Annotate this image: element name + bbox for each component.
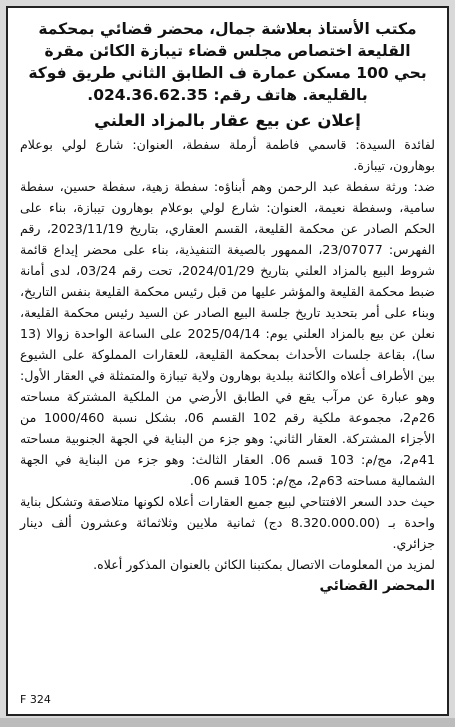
header-line: بالقليعة. هاتف رقم: 024.36.62.35. [87, 86, 368, 104]
paragraph-details: ضد: ورثة سفطة عبد الرحمن وهم أبناؤه: سفطة زهية، سفطة حسين، سفطة سامية، وسفطة نعيمة، العنوان: شارع لولي بوعلام بوهارون تيبازة، بناء على الحكم الصادر عن محكمة القليعة، القسم العقاري، بتاريخ 2023/11/19، رقم الفهرس: 23/07077، الممهور بالصيغة التنفيذية، بناء على محضر إيداع قائمة شروط البيع بالمزاد العلني بتاريخ 2024/01/29، تحت رقم 03/24، لدى أمانة ضبط محكمة القليعة والمؤشر عليها من قبل رئيس محكمة القليعة بنفس التاريخ، وبناء على أمر بتحديد تاريخ جلسة البيع الصادر عن السيد رئيس محكمة القليعة، نعلن عن بيع بالمزاد العلني يوم: 2025/04/14 على الساعة الواحدة زوالا (13 سا)، بقاعة جلسات الأحداث بمحكمة القليعة، للعقارات المملوكة على الشيوع بين الأطراف أعلاه والكائنة ببلدية بوهارون ولاية تيبازة والمتمثلة في العقار الأول: وهو عبارة عن مرآب يقع في الطابق الأرضي من الملكية المشتركة مساحته 26م2، مجموعة ملكية رقم 102 القسم 06، بشكل نسبة 1000/460 من الأجزاء المشتركة. العقار الثاني: وهو جزء من البناية في الجهة الجنوبية مساحته 41م2، مج/م: 103 قسم 06. العقار الثالث: وهو جزء من البناية في الجهة الشمالية مساحته 63م2، مج/م: 105 قسم 06. [20, 179, 436, 488]
paragraph-contact: لمزيد من المعلومات الاتصال بمكتبنا الكائن بالعنوان المذكور أعلاه. [93, 557, 435, 572]
header-line: بحي 100 مسكن عمارة ف الطابق الثاني طريق فوكة [28, 64, 427, 82]
paragraph-beneficiary: لفائدة السيدة: قاسمي فاطمة أرملة سفطة، العنوان: شارع لولي بوعلام بوهارون، تيبازة. [20, 137, 435, 173]
paragraph-price: حيث حدد السعر الافتتاحي لبيع جميع العقارات أعلاه لكونها متلاصقة وتشكل بناية واحدة بـ (8.320.000.00 دج) ثمانية ملايين وثلاثمائة وعشرون ألف دينار جزائري. [20, 494, 435, 551]
signature: المحضر القضائي [319, 578, 435, 594]
header-line: مكتب الأستاذ بعلاشة جمال، محضر قضائي بمحكمة [38, 20, 417, 38]
bottom-strip [0, 718, 455, 727]
legal-notice [6, 6, 449, 716]
notice-body [20, 134, 435, 575]
reference-code: F 324 [20, 693, 51, 706]
notice-header [20, 18, 435, 106]
header-line: القليعة اختصاص مجلس قضاء تيبازة الكائن مقرة [44, 42, 411, 60]
notice-title: إعلان عن بيع عقار بالمزاد العلني [94, 111, 361, 130]
